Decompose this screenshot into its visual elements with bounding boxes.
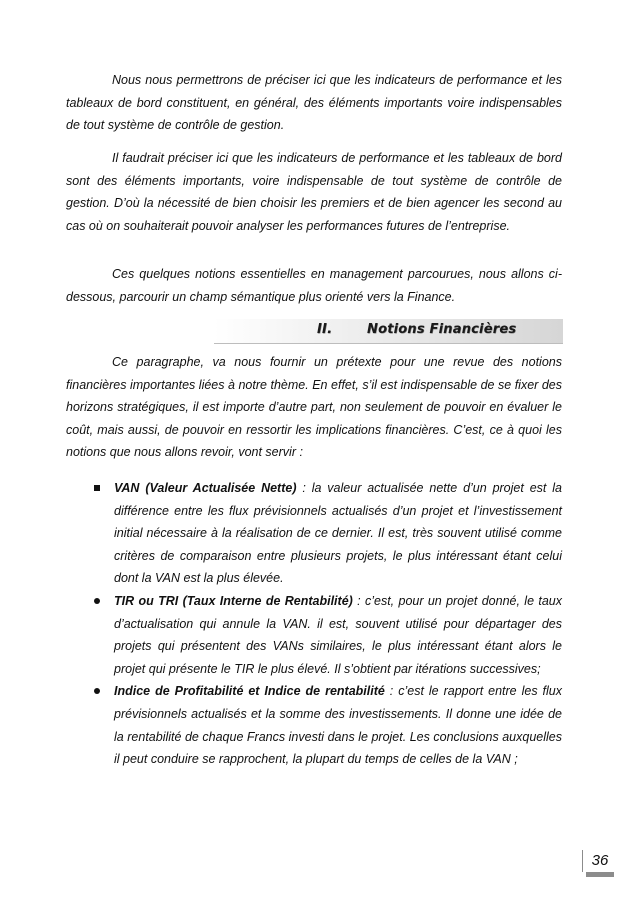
list-item-term: VAN (Valeur Actualisée Nette) [114,481,297,495]
section-heading [214,319,563,344]
paragraph-4 [66,351,562,464]
paragraph-3 [66,263,562,308]
list-item-term: TIR ou TRI (Taux Interne de Rentabilité) [114,593,353,608]
square-bullet-icon [94,485,100,491]
section-number: II. [317,322,333,337]
list-item-description: : c’est le rapport entre les flux prévisionnels actualisés et la somme des investissements. Il donne une idée de la rentabilité de chaque Francs investi dans le projet. Les conclusions auxquelles il peut conduire se rapprochent, la plupart du temps de celles de la VAN ; [114,684,562,767]
round-bullet-icon [94,688,100,694]
list-item-description: : la valeur actualisée nette d’un projet est la différence entre les flux prévisionnels actualisés d’un projet et l’investissement initial nécessaire à la réalisation de ce dernier. Il est, très souvent utilisé comme critères de comparaison entre plusieurs projets, le plus intéressant étant celui dont la VAN est la plus élevée. [114,481,562,586]
section-title: Notions Financières [367,322,517,337]
list-item-description: : c’est, pour un projet donné, le taux d’actualisation qui annule la VAN. il est, souvent utilisé pour départager des projets qui présentent des VANs similaires, le plus intéressant étant alors le projet qui présente le TIR le plus élevé. Il s’obtient par itérations successives; [114,593,562,676]
paragraph-text: Ce paragraphe, va nous fournir un prétexte pour une revue des notions financières importantes liées à notre thème. En effet, s’il est indispensable de se fixer des horizons stratégiques, il est importe d’autre part, non seulement de pouvoir en évaluer le coût, mais aussi, de pouvoir en ressortir les implications financières. C’est, ce à quoi les notions que nous allons revoir, vont servir : [66,355,562,460]
list-item-text [114,680,562,770]
list-item-indice [66,680,562,770]
section-heading-text [317,322,516,337]
page-number-bar [586,872,614,877]
paragraph-2 [66,147,562,237]
page-number: 36 [591,852,609,869]
paragraph-1 [66,69,562,137]
paragraph-text: Nous nous permettrons de préciser ici que les indicateurs de performance et les tableaux de bord constituent, en général, des éléments importants voire indispensables de tout système de contrôle de gestion. [66,73,562,133]
paragraph-text: Ces quelques notions essentielles en management parcourues, nous allons ci-dessous, parcourir un champ sémantique plus orienté vers la Finance. [66,267,562,304]
list-item-van [66,477,562,590]
round-bullet-icon [94,598,100,604]
list-item-tir [66,590,562,680]
list-item-text [114,477,562,590]
financial-notions-list [66,477,562,771]
paragraph-text: Il faudrait préciser ici que les indicateurs de performance et les tableaux de bord sont des éléments importants, voire indispensable de tout système de contrôle de gestion. D’où la nécessité de bien choisir les premiers et de bien agencer les second au cas où on souhaiterait pouvoir analyser les performances futures de l’entreprise. [66,151,562,233]
list-item-term: Indice de Profitabilité et Indice de rentabilité [114,684,385,699]
page-number-divider [582,850,583,872]
list-item-text [114,590,562,680]
